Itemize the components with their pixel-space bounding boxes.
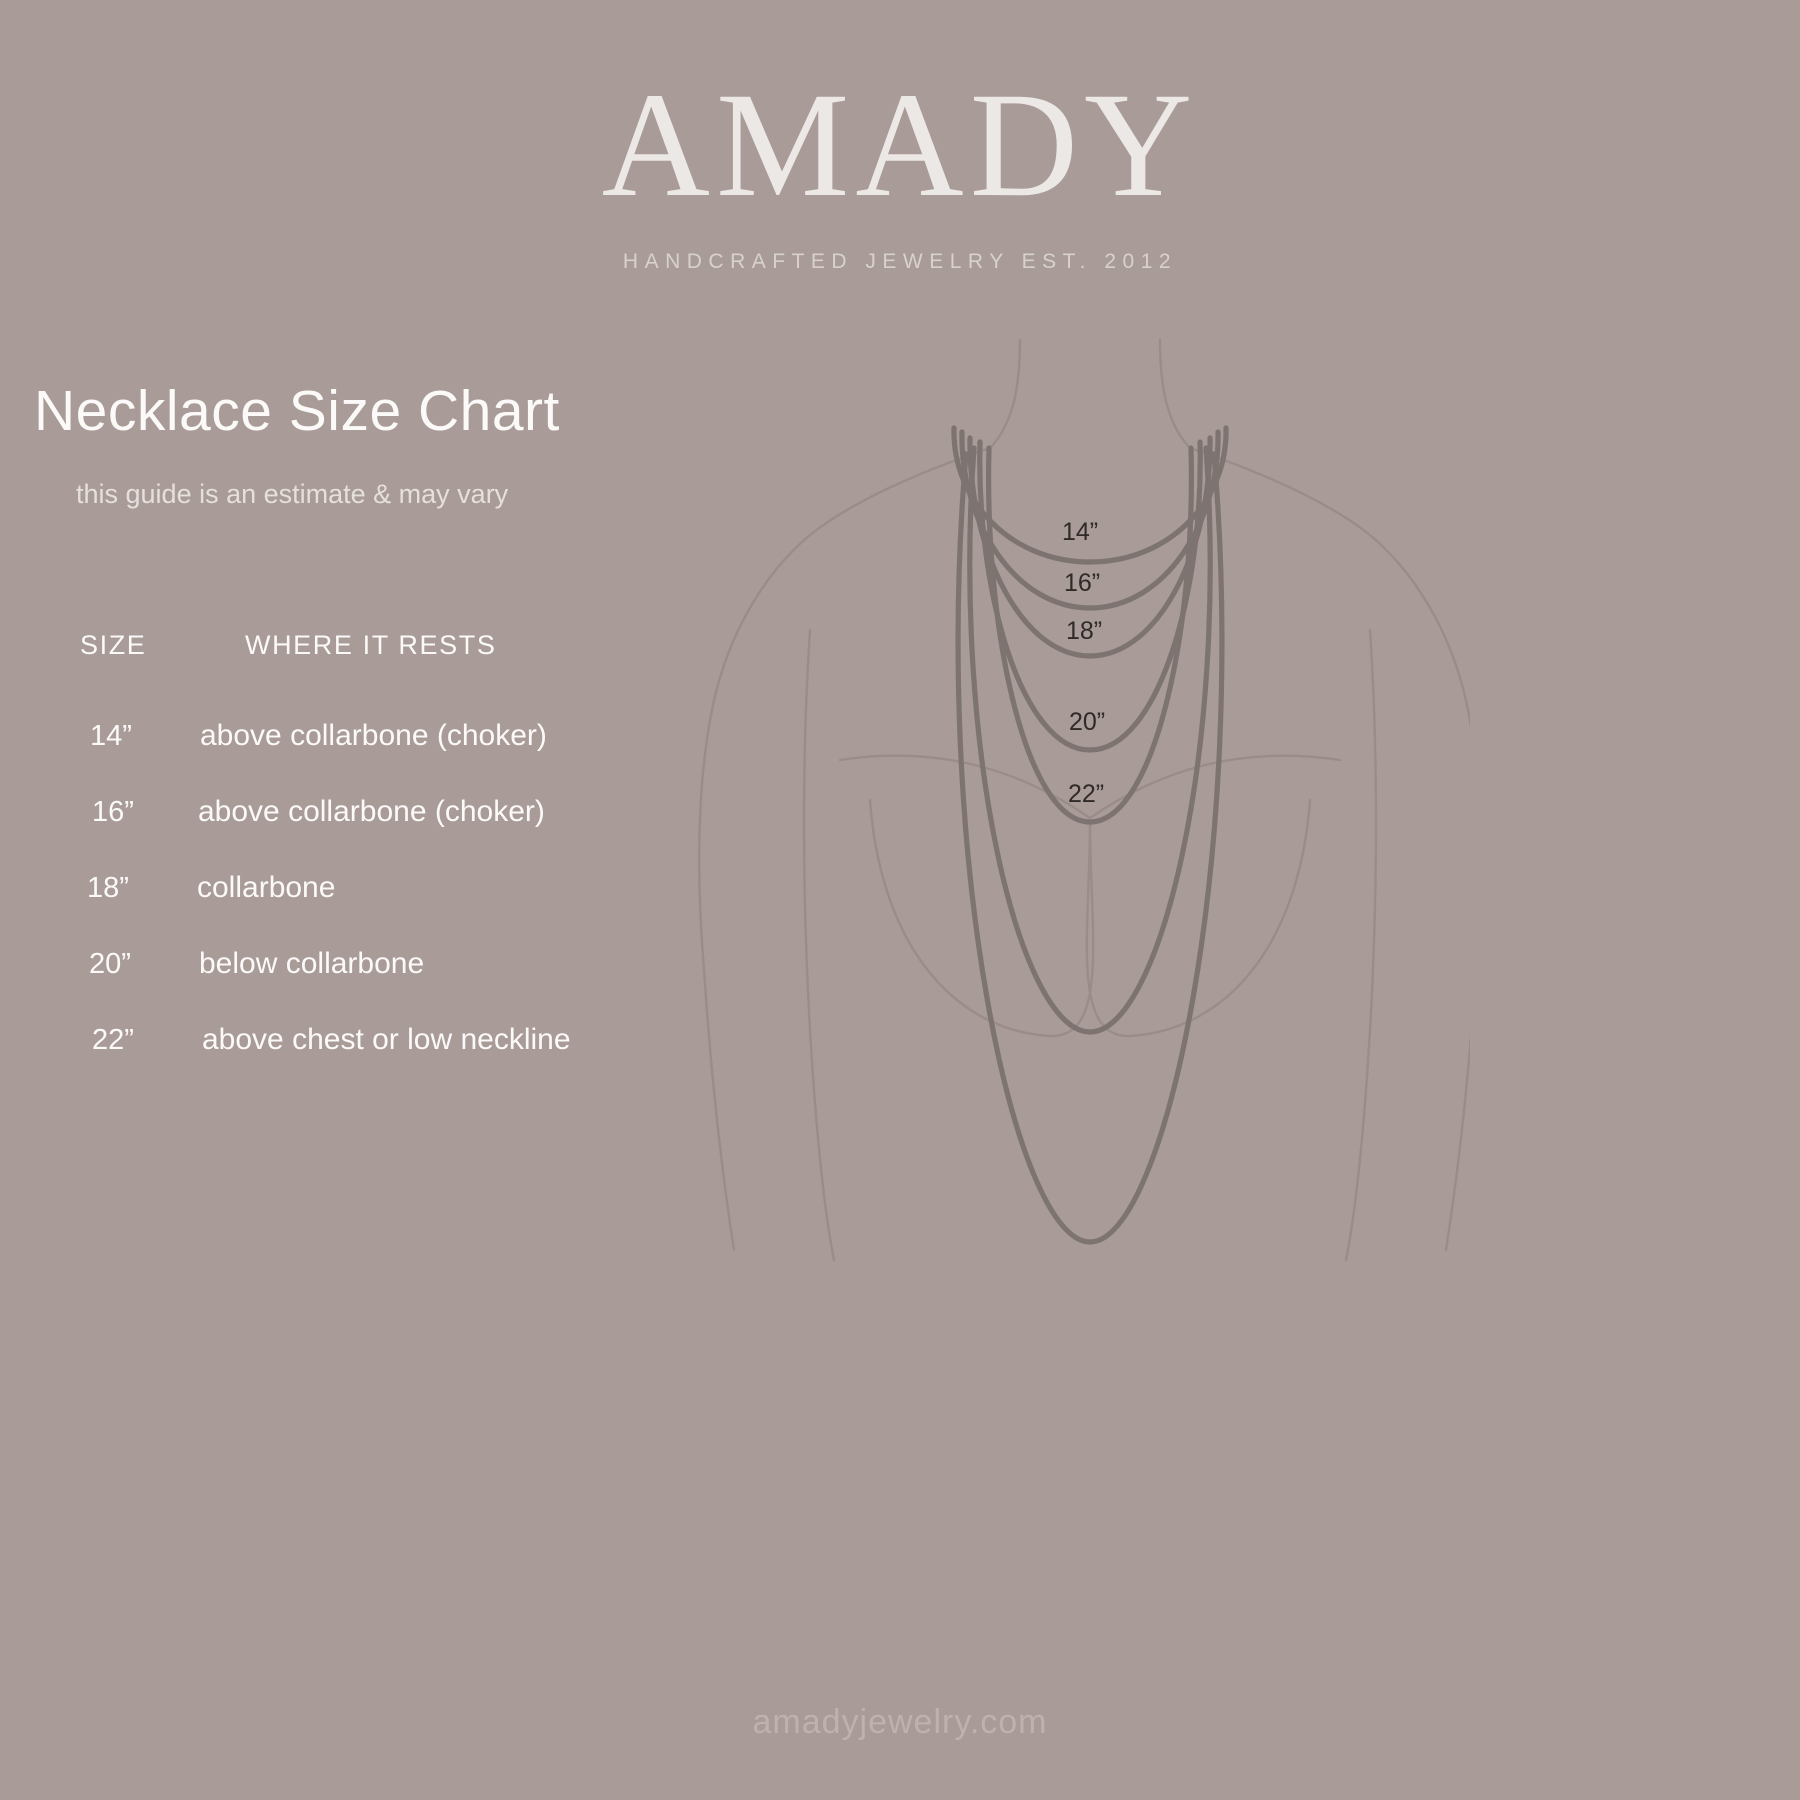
- row-size: 22”: [92, 1023, 134, 1056]
- table-row: [89, 947, 734, 981]
- chain-label-16: 16”: [1064, 569, 1101, 597]
- torso-diagram-svg: [690, 330, 1470, 1330]
- info-column: [34, 380, 734, 1099]
- chain-label-20: 20”: [1069, 708, 1106, 736]
- row-description: above collarbone (choker): [198, 794, 545, 828]
- table-row: [92, 795, 734, 829]
- page-title: Necklace Size Chart: [34, 379, 560, 443]
- table-header-row: [80, 630, 734, 661]
- row-description: collarbone: [197, 870, 336, 904]
- chain-label-14: 14”: [1062, 518, 1099, 546]
- row-size: 18”: [87, 871, 129, 904]
- column-header-size: SIZE: [80, 629, 147, 660]
- row-size: 16”: [92, 795, 134, 828]
- brand-tagline: HANDCRAFTED JEWELRY EST. 2012: [622, 250, 1178, 273]
- row-size: 14”: [90, 719, 132, 752]
- row-size: 20”: [89, 947, 131, 980]
- brand-header: [0, 62, 1800, 274]
- table-body: [80, 719, 734, 1057]
- chain-label-22: 22”: [1068, 780, 1105, 808]
- table-row: [92, 1023, 734, 1057]
- chain-label-18: 18”: [1066, 617, 1103, 645]
- footer-website: amadyjewelry.com: [752, 1703, 1048, 1741]
- table-row: [80, 719, 734, 753]
- size-table: [80, 630, 734, 1057]
- page-subtitle: this guide is an estimate & may vary: [76, 478, 509, 509]
- table-row: [87, 871, 734, 905]
- column-header-where-it-rests: WHERE IT RESTS: [245, 629, 497, 660]
- necklace-length-illustration: [690, 330, 1470, 1330]
- row-description: above chest or low neckline: [202, 1022, 571, 1056]
- brand-name: AMADY: [601, 62, 1199, 228]
- row-description: above collarbone (choker): [200, 718, 547, 752]
- row-description: below collarbone: [199, 946, 425, 980]
